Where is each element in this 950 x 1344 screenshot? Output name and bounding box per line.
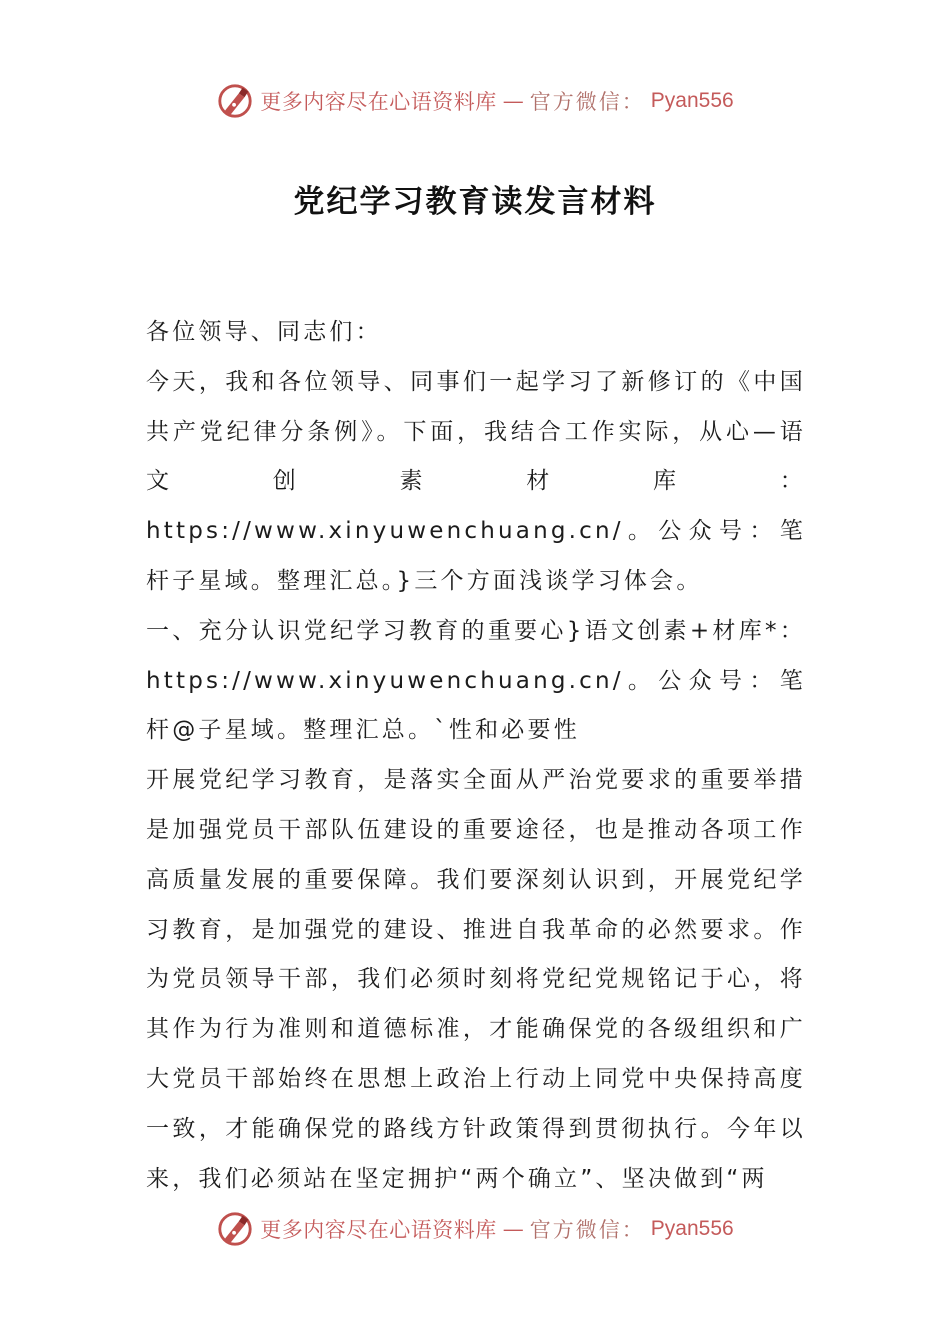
footer-banner	[0, 1210, 950, 1248]
banner-label: 官方微信：	[529, 90, 645, 114]
header-banner	[0, 82, 950, 120]
paragraph-intro: 今天，我和各位领导、同事们一起学习了新修订的《中国共产党纪律分条例》。下面，我结合工作实际，从心—语文创素材库：https://www.xinyuwenchuang.cn/。公众号：笔杆子星域。整理汇总。}三个方面浅谈学习体会。	[146, 368, 806, 594]
document-title: 党纪学习教育读发言材料	[293, 184, 657, 220]
banner-text: 更多内容尽在心语资料库	[260, 1218, 497, 1242]
banner-wechat-id: Pyan556	[650, 89, 734, 112]
document-body	[146, 308, 806, 1204]
banner-label: 官方微信：	[529, 1218, 645, 1242]
paragraph-body: 开展党纪学习教育，是落实全面从严治党要求的重要举措是加强党员干部队伍建设的重要途径，也是推动各项工作高质量发展的重要保障。我们要深刻认识到，开展党纪学习教育，是加强党的建设、推进自我革命的必然要求。作为党员领导干部，我们必须时刻将党纪党规铭记于心，将其作为行为准则和道德标准，才能确保党的各级组织和广大党员干部始终在思想上政治上行动上同党中央保持高度一致，才能确保党的路线方针政策得到贯彻执行。今年以来，我们必须站在坚定拥护“两个确立”、坚决做到“两	[146, 767, 806, 1192]
pen-nib-logo-icon	[216, 82, 254, 120]
section-heading-1: 一、充分认识党纪学习教育的重要心}语文创素+材库*：https://www.xinyuwenchuang.cn/。公众号：笔杆@子星域。整理汇总。`性和必要性	[146, 617, 806, 744]
pen-nib-logo-icon	[216, 1210, 254, 1248]
banner-separator: —	[502, 89, 524, 113]
salutation: 各位领导、同志们：	[146, 319, 382, 345]
banner-wechat-id: Pyan556	[650, 1217, 734, 1240]
banner-text: 更多内容尽在心语资料库	[260, 90, 497, 114]
banner-separator: —	[502, 1217, 524, 1241]
